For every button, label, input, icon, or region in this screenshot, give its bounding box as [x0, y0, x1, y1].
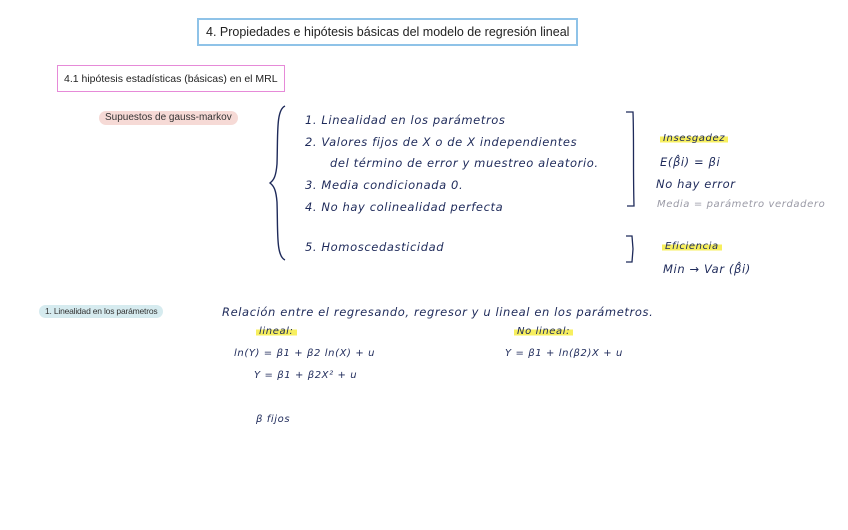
section-heading — [57, 65, 285, 92]
gm-item-3: 3. Media condicionada 0. — [305, 178, 464, 192]
gm-item-1: 1. Linealidad en los parámetros — [305, 113, 506, 127]
insesgadez-line-1: E(β̂i) = βi — [660, 155, 721, 169]
gm-item-2-cont: del término de error y muestreo aleatorio. — [330, 156, 599, 170]
beta-fijos-note: β fijos — [256, 414, 291, 425]
eficiencia-heading: Eficiencia — [662, 241, 722, 252]
lineal-label: lineal: — [256, 326, 297, 337]
insesgadez-heading: Insesgadez — [660, 133, 728, 144]
equation-lineal-2: Y = β1 + β2X² + u — [254, 370, 358, 381]
equation-lineal-1: ln(Y) = β1 + β2 ln(X) + u — [234, 348, 376, 359]
left-curly-brace — [268, 104, 288, 262]
linealidad-label: 1. Linealidad en los parámetros — [39, 305, 163, 318]
section-heading-text: 4.1 hipótesis estadísticas (básicas) en el MRL — [64, 72, 278, 85]
gm-item-4: 4. No hay colinealidad perfecta — [305, 200, 504, 214]
insesgadez-line-2: No hay error — [656, 177, 736, 191]
page-title-text: 4. Propiedades e hipótesis básicas del modelo de regresión lineal — [206, 25, 570, 39]
linealidad-description: Relación entre el regresando, regresor y u lineal en los parámetros. — [222, 305, 654, 319]
right-bracket-lower — [624, 234, 638, 264]
equation-no-lineal: Y = β1 + ln(β2)X + u — [505, 348, 623, 359]
gm-item-2: 2. Valores fijos de X o de X independientes — [305, 135, 578, 149]
gm-item-5: 5. Homoscedasticidad — [305, 240, 445, 254]
page-title — [197, 18, 578, 46]
no-lineal-label: No lineal: — [514, 326, 573, 337]
gauss-markov-label: Supuestos de gauss-markov — [99, 111, 238, 125]
insesgadez-line-3: Media = parámetro verdadero — [657, 199, 826, 210]
right-bracket-upper — [624, 110, 638, 208]
eficiencia-line: Min → Var (β̂i) — [663, 262, 751, 276]
